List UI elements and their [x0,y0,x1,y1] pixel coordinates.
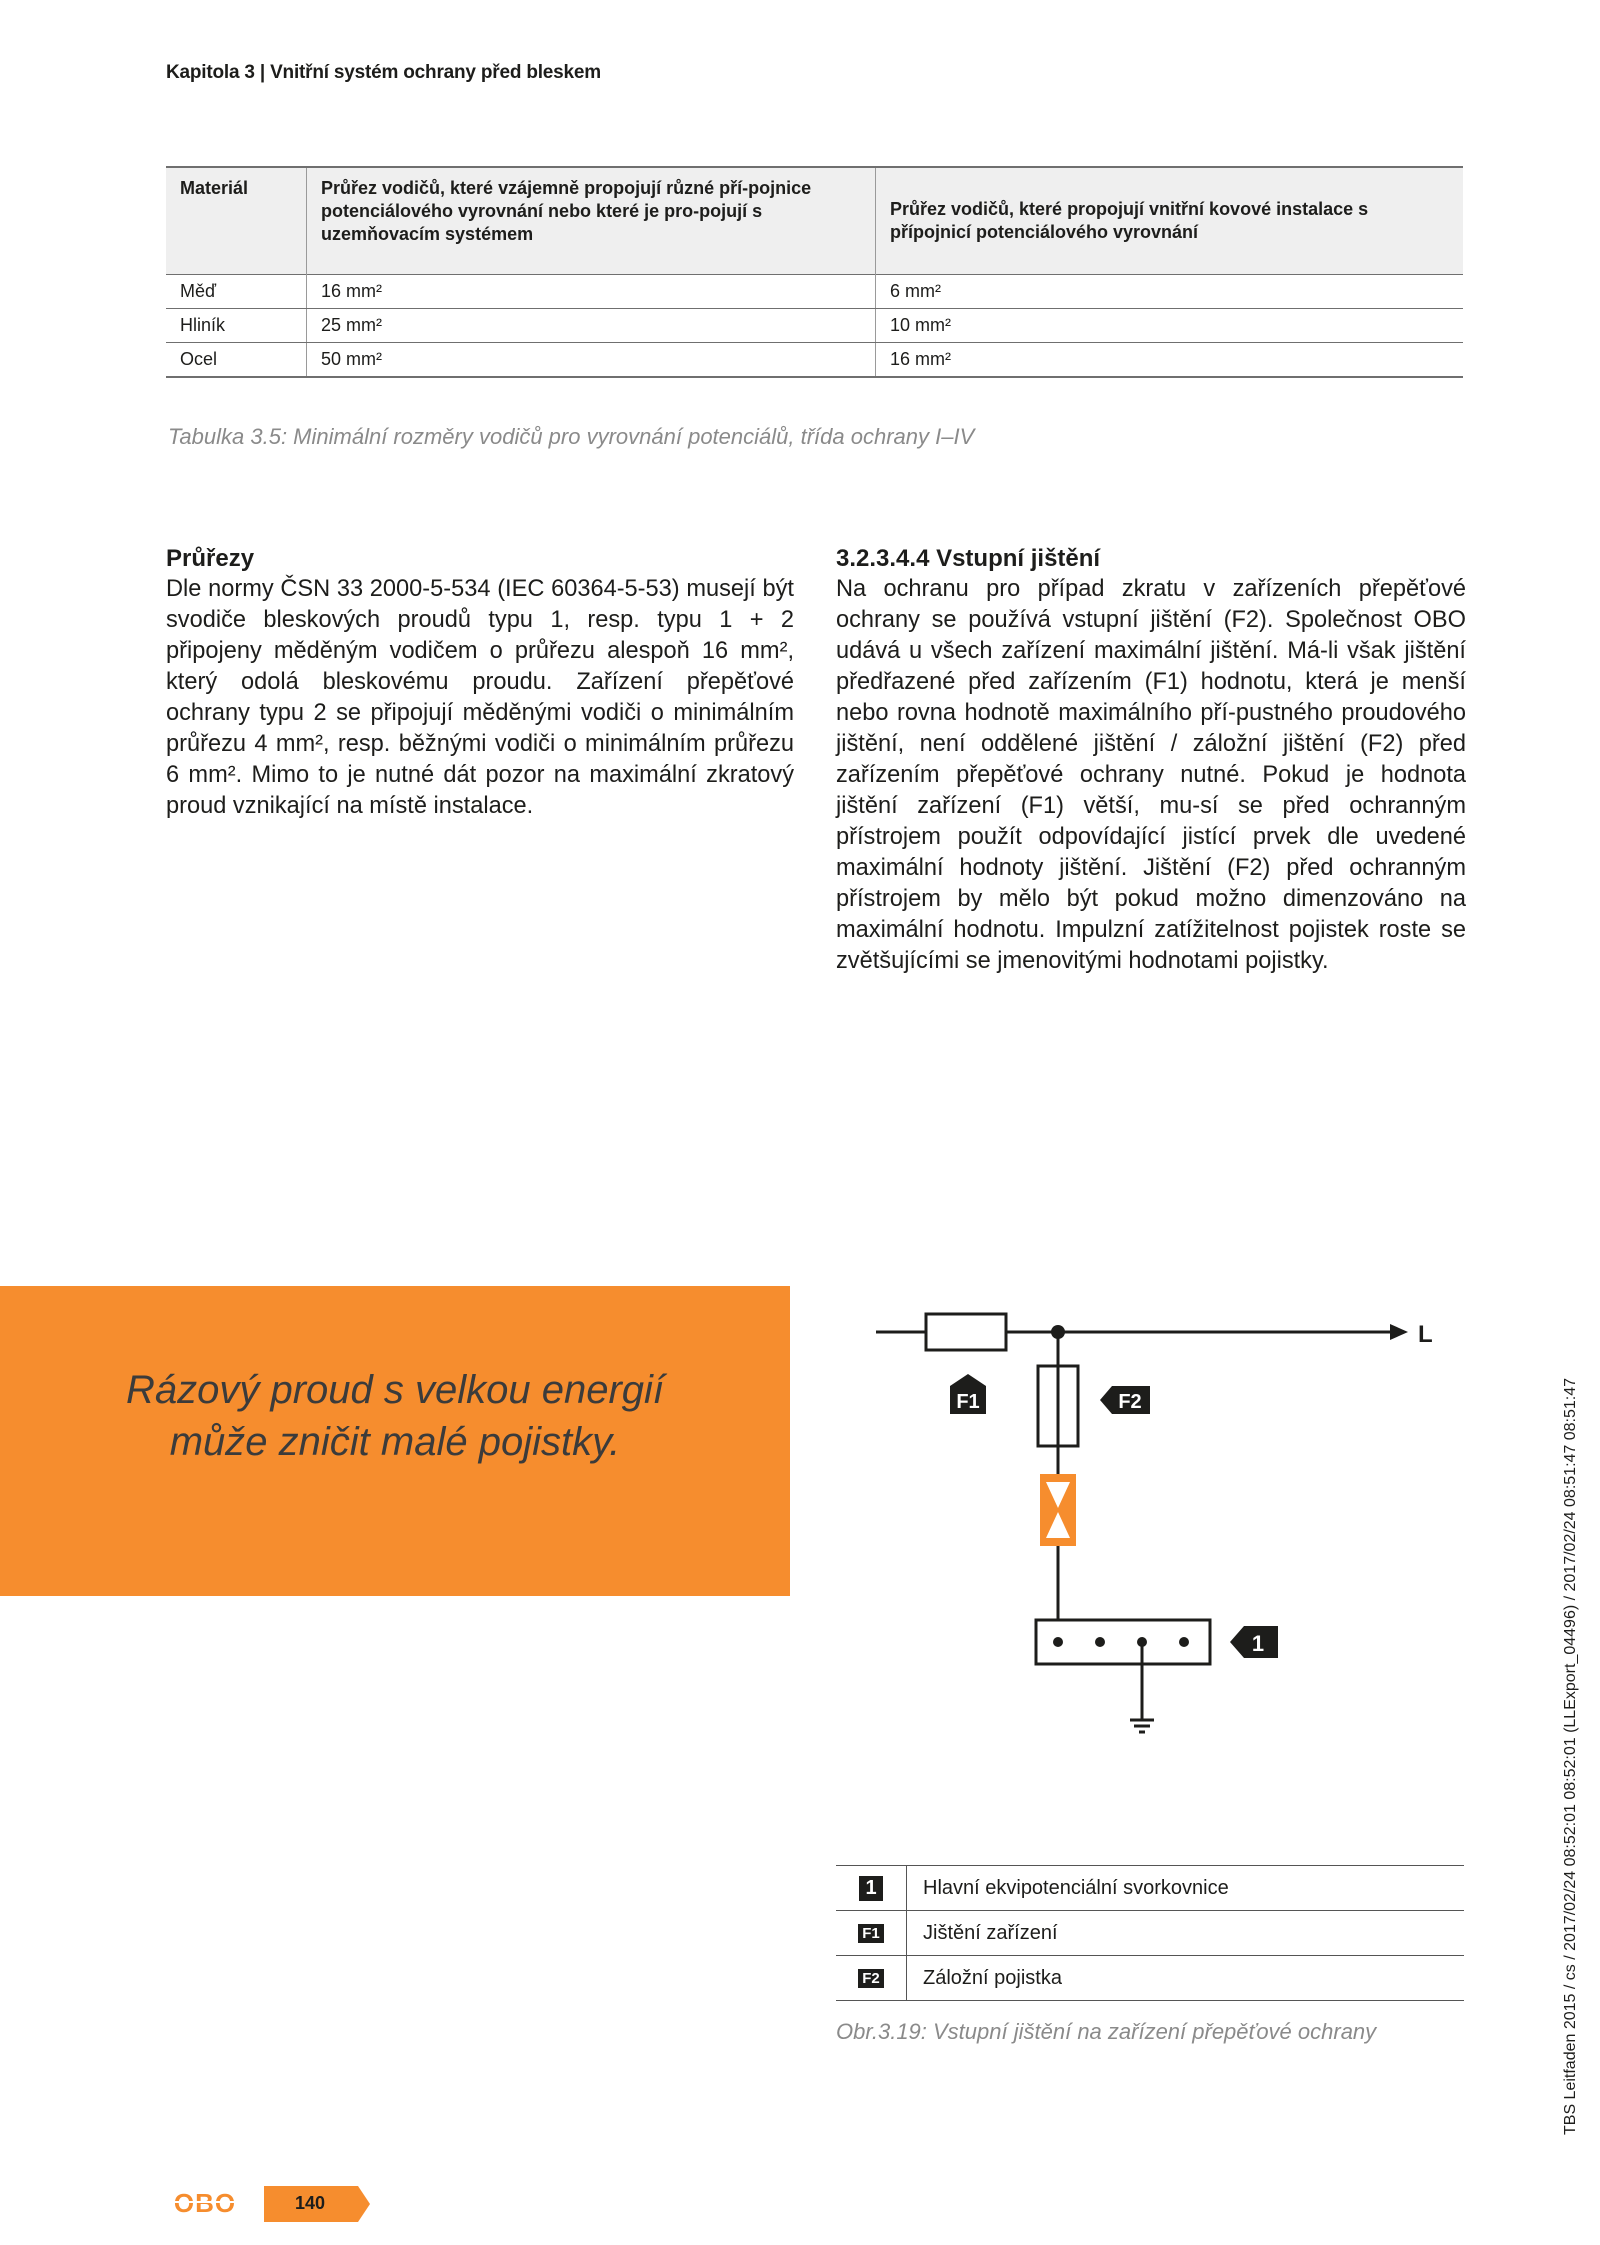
table-row [166,275,1463,309]
f2-label: F2 [1118,1391,1142,1413]
figure-caption: Obr.3.19: Vstupní jištění na zařízení přepěťové ochrany [836,2019,1377,2044]
legend-item [836,1911,1464,1956]
obo-logo [166,2188,244,2218]
table-row [166,343,1463,378]
table-header-row [166,167,1463,275]
diagram-legend [836,1865,1464,2001]
conductor-table [166,166,1463,378]
chapter-title: Kapitola 3 | Vnitřní systém ochrany před bleskem [166,62,601,83]
body-paragraph: Dle normy ČSN 33 2000-5-534 (IEC 60364-5-53) musejí být svodiče bleskových proudů typu 1, resp. typu 1 + 2 připojeny měděným vodičem o průřezu alespoň 16 mm², který odolá bleskovému proudu. Zařízení přepěťové ochrany typu 2 se připojují měděnými vodiči o minimálním průřezu 4 mm², resp. běžnými vodiči o minimálním průřezu 6 mm². Mimo to je nutné dát pozor na maximální zkratový proud vznikající na místě instalace. [166,576,794,819]
table-caption: Tabulka 3.5: Minimální rozměry vodičů pro vyrovnání potenciálů, třída ochrany I–IV [168,424,975,449]
table-row [166,309,1463,343]
right-column [836,544,1466,977]
table-cell: 10 mm² [876,309,1464,343]
table-cell: 16 mm² [876,343,1464,378]
table-header-col3: Průřez vodičů, které propojují vnitřní kovové instalace s přípojnicí potenciálového vyrovnání [876,167,1464,275]
arrow-right-icon [1390,1324,1408,1340]
fuse-circuit-diagram [860,1290,1460,1760]
fuse-f1-symbol [926,1314,1006,1350]
table-cell-material: Ocel [166,343,307,378]
legend-text: Hlavní ekvipotenciální svorkovnice [923,1876,1229,1899]
table-cell: 25 mm² [307,309,876,343]
pull-quote-line: Rázový proud s velkou energií [125,1368,665,1412]
logo-text: OBO [173,2188,237,2218]
table-header-material: Materiál [166,167,307,275]
busbar-label: 1 [1251,1631,1265,1656]
body-paragraph: Na ochranu pro případ zkratu v zařízeních přepěťové ochrany se používá vstupní jištění (F2). Společnost OBO udává u všech zařízení maximální jištění. Má-li však jištění předřazené před zařízením (F1) hodnotu, která je menší nebo rovna hodnotě maximálního pří-pustného proudového jištění, není oddělené jištění / záložní jištění (F2) před zařízením přepěťové ochrany nutné. Pokud je hodnota jištění zařízení (F1) větší, mu-sí se před ochranným přístrojem použít odpovídající jistící prvek dle uvedené maximální hodnoty jištění. Jištění (F2) před ochranným přístrojem by mělo být pokud možno dimenzováno na maximální hodnotu. Impulzní zatížitelnost pojistek roste se zvětšujícími se jmenovitými hodnotami pojistky. [836,576,1466,974]
legend-text: Záložní pojistka [923,1966,1062,1989]
table-cell: 16 mm² [307,275,876,309]
legend-key: F1 [858,1924,884,1943]
pull-quote [0,1364,790,1468]
pull-quote-line: může zničit malé pojistky. [169,1420,621,1464]
table-cell: 50 mm² [307,343,876,378]
section-heading-cross-sections: Průřezy [166,545,255,572]
table-cell-material: Hliník [166,309,307,343]
table-header-col2: Průřez vodičů, které vzájemně propojují různé pří-pojnice potenciálového vyrovnání nebo které je pro-pojují s uzemňovacím systémem [307,167,876,275]
legend-text: Jištění zařízení [923,1921,1058,1944]
table-cell-material: Měď [166,275,307,309]
legend-item [836,1866,1464,1911]
legend-key: F2 [858,1969,884,1988]
page-number: 140 [294,2193,326,2213]
f1-label: F1 [956,1391,980,1413]
export-metadata: TBS Leitfaden 2015 / cs / 2017/02/24 08:52:01 08:52:01 (LLExport_04496) / 2017/02/24 08:51:47 08:51:47 [1562,1377,1579,2135]
table-cell: 6 mm² [876,275,1464,309]
legend-item [836,1956,1464,2001]
line-label: L [1418,1321,1433,1348]
section-heading-input-fuse: 3.2.3.4.4 Vstupní jištění [836,545,1101,572]
left-column [166,544,794,822]
legend-key: 1 [859,1876,882,1901]
